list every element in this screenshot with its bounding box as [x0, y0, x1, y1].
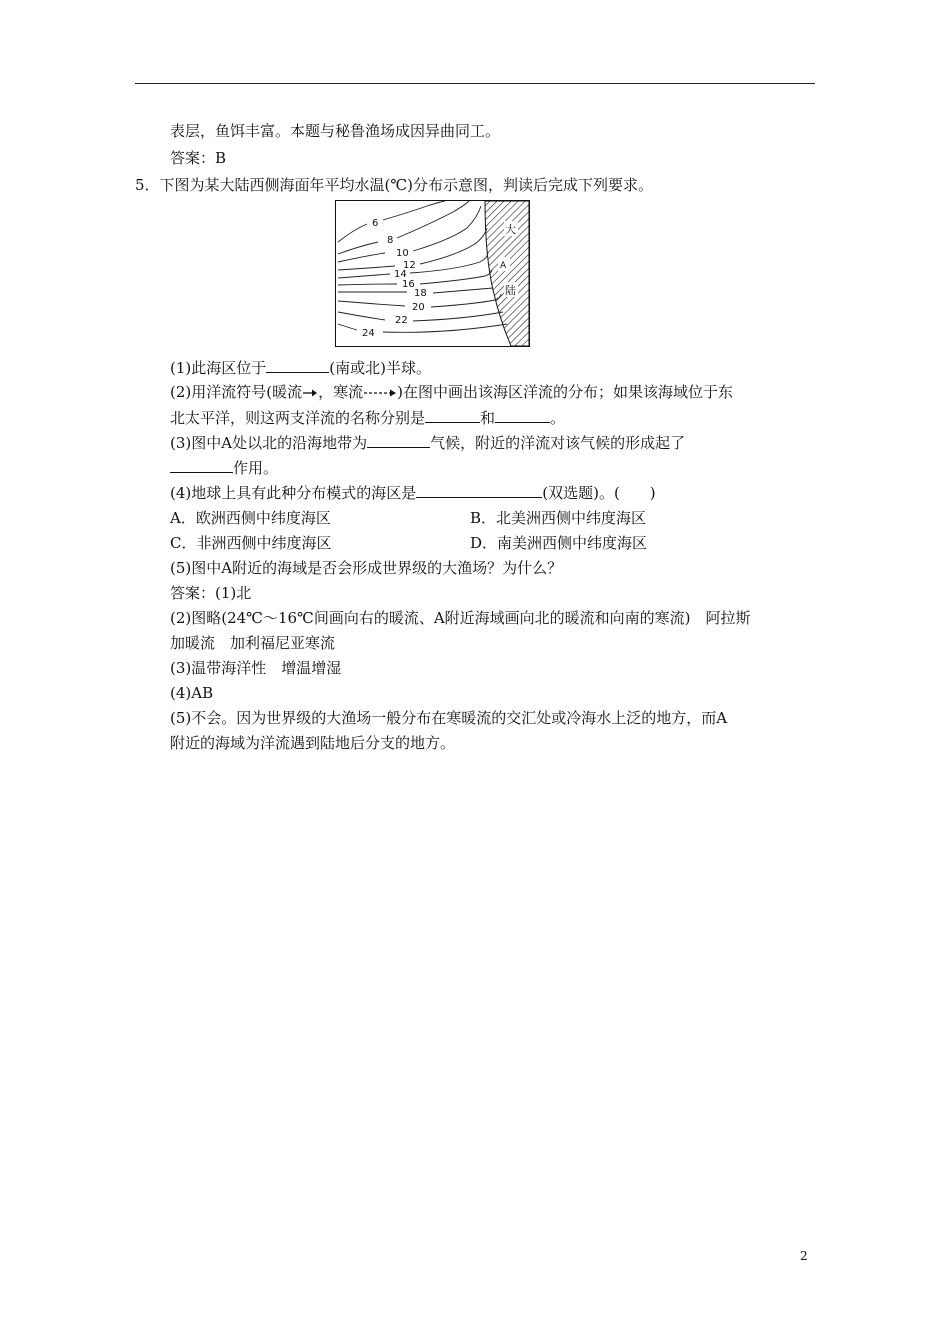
page-number: 2: [800, 1249, 808, 1263]
isotherm-label: 18: [414, 288, 427, 299]
isotherm-label: 22: [395, 315, 408, 326]
isotherm-label: 16: [402, 279, 415, 290]
question-4: [170, 483, 656, 503]
option-d: D．南美洲西侧中纬度海区: [470, 534, 648, 552]
question-2-cont: [170, 408, 565, 428]
option-c: C．非洲西侧中纬度海区: [170, 534, 332, 552]
answer-3: (3)温带海洋性 增温增湿: [170, 659, 342, 677]
answer-2: (2)图略(24℃～16℃间画向右的暖流、A附近海域画向北的暖流和向南的寒流) 阿拉斯: [170, 609, 751, 627]
answer-blank: [425, 408, 480, 423]
q2-text-e: 和: [480, 409, 496, 427]
answer-blank: [416, 483, 542, 498]
answer-line: 答案：B: [170, 149, 227, 167]
answer-blank: [170, 458, 233, 473]
question-3-cont: [170, 458, 278, 478]
land-label: 陆: [505, 284, 516, 297]
answer-blank: [495, 408, 550, 423]
isotherm-label: 14: [394, 269, 407, 280]
q1-text-a: (1)此海区位于: [170, 359, 267, 377]
isotherm-label: 24: [362, 328, 375, 339]
q1-text-b: (南或北)半球。: [329, 359, 431, 377]
q2-text-a: (2)用洋流符号(暖流: [170, 383, 303, 401]
warm-current-arrow-icon: [302, 388, 318, 398]
question-3: [170, 433, 685, 453]
q2-text-b: ，寒流: [318, 383, 364, 401]
question-1: [170, 358, 431, 378]
cold-current-arrow-icon: [363, 388, 397, 398]
paragraph-line: 表层，鱼饵丰富。本题与秘鲁渔场成因异曲同工。: [170, 122, 501, 140]
answer-1: 答案：(1)北: [170, 584, 252, 602]
option-b: B．北美洲西侧中纬度海区: [470, 509, 647, 527]
sea-temperature-map: [335, 200, 530, 347]
answer-4: (4)AB: [170, 684, 214, 702]
question-title: 5．下图为某大陆西侧海面年平均水温(℃)分布示意图，判读后完成下列要求。: [135, 176, 654, 194]
q4-text-a: (4)地球上具有此种分布模式的海区是: [170, 484, 417, 502]
answer-2-cont: 加暖流 加利福尼亚寒流: [170, 634, 336, 652]
q3-text-c: 作用。: [233, 459, 279, 477]
q3-text-a: (3)图中A处以北的沿海地带为: [170, 434, 368, 452]
answer-5: (5)不会。因为世界级的大渔场一般分布在寒暖流的交汇处或冷海水上泛的地方，而A: [170, 709, 728, 727]
question-2: [170, 382, 733, 402]
answer-blank: [367, 433, 430, 448]
q2-text-c: )在图中画出该海区洋流的分布；如果该海域位于东: [397, 383, 733, 401]
question-5: (5)图中A附近的海域是否会形成世界级的大渔场？为什么？: [170, 559, 563, 577]
isotherm-label: 6: [372, 218, 379, 229]
land-label: 大: [505, 223, 516, 236]
q4-text-b: (双选题)。( ): [542, 484, 656, 502]
header-rule: [135, 83, 815, 84]
isotherm-label: 12: [403, 260, 416, 271]
isotherm-label: 20: [412, 302, 425, 313]
isotherm-label: 10: [396, 248, 409, 259]
q2-text-f: 。: [550, 409, 566, 427]
answer-blank: [266, 358, 329, 373]
q2-text-d: 北太平洋，则这两支洋流的名称分别是: [170, 409, 426, 427]
q3-text-b: 气候，附近的洋流对该气候的形成起了: [430, 434, 686, 452]
answer-5-cont: 附近的海域为洋流遇到陆地后分支的地方。: [170, 734, 456, 752]
option-a: A．欧洲西侧中纬度海区: [170, 509, 331, 527]
land-label: A: [500, 261, 507, 271]
isotherm-label: 8: [387, 235, 394, 246]
